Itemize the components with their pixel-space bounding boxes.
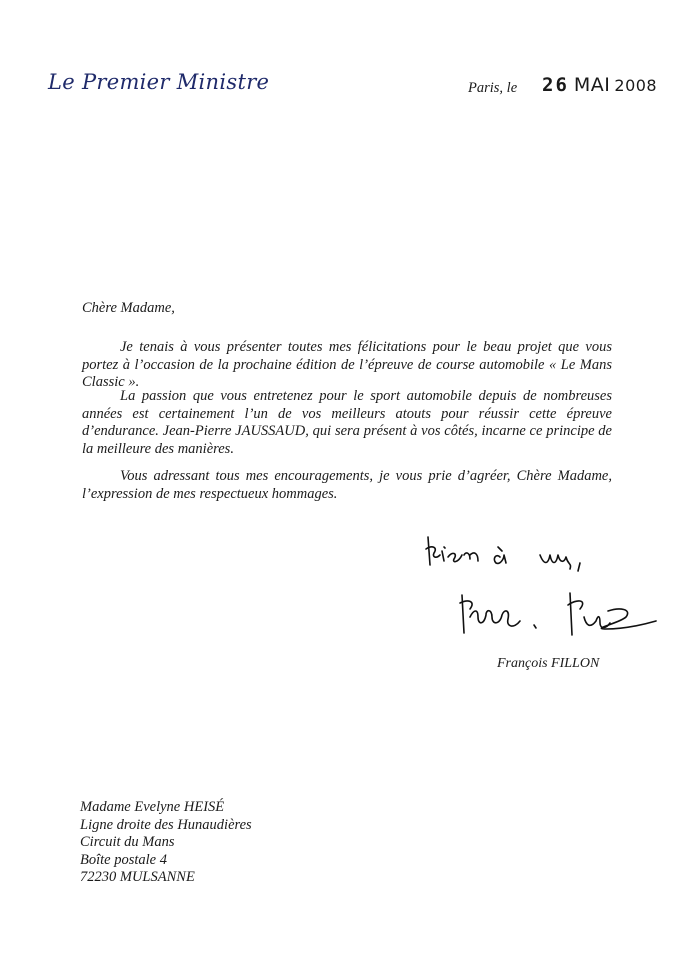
recipient-address [80, 799, 252, 887]
recipient-line-street: Ligne droite des Hunaudières [80, 816, 252, 833]
recipient-line-city: 72230 MULSANNE [80, 869, 195, 885]
recipient-line-circuit: Circuit du Mans [80, 834, 175, 850]
date-stamp [542, 74, 657, 96]
date-stamp-month: MAI [573, 74, 611, 96]
salutation: Chère Madame, [82, 300, 175, 316]
signer-name: François FILLON [497, 656, 600, 671]
body-paragraph-3: Vous adressant tous mes encouragements, je vous prie d’agréer, Chère Madame, l’expression de mes respectueux hommages. [82, 468, 612, 502]
body-paragraph-2: La passion que vous entretenez pour le sport automobile depuis de nombreuses années est certainement l’un de vos meilleurs atouts pour réussir cette épreuve d’endurance. Jean-Pierre JAUSSAUD, qui sera présent à vos côtés, incarne ce principe de la meilleure des manières. [82, 388, 612, 457]
date-stamp-year: 2008 [614, 76, 658, 95]
letterhead-title: Le Premier Ministre [48, 70, 270, 94]
handwritten-signature [420, 525, 660, 650]
recipient-line-name: Madame Evelyne HEISÉ [80, 799, 225, 815]
date-stamp-day: 26 [542, 74, 569, 96]
body-paragraph-1: Je tenais à vous présenter toutes mes félicitations pour le beau projet que vous portez à l’occasion de la prochaine édition de l’épreuve de course automobile « Le Mans Classic ». [82, 339, 612, 390]
date-place: Paris, le [468, 80, 518, 96]
recipient-line-po-box: Boîte postale 4 [80, 851, 167, 868]
